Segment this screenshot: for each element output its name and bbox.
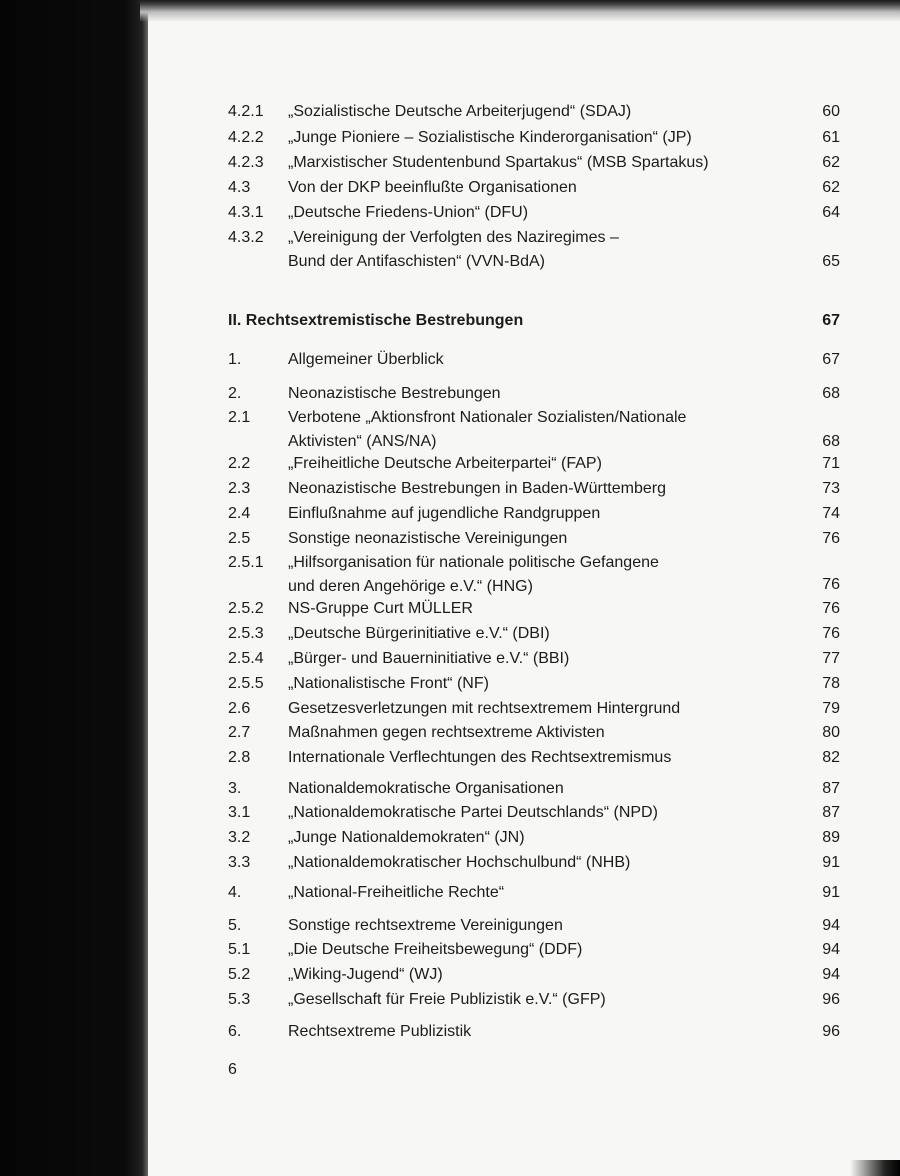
toc-entry-number: 4.3.2: [228, 229, 264, 246]
toc-entry-title: Neonazistische Bestrebungen in Baden-Württemberg: [288, 480, 666, 497]
toc-entry-number: 2.1: [228, 409, 251, 426]
toc-entry-title: „Bürger- und Bauerninitiative e.V.“ (BBI): [288, 650, 570, 667]
toc-entry-page: 87: [822, 780, 840, 797]
toc-entry-number: 2.3: [228, 480, 251, 497]
toc-entry-page: 94: [822, 917, 840, 934]
toc-entry-page: 94: [822, 966, 840, 983]
toc-entry-page: 62: [822, 179, 840, 196]
toc-entry-title-line2: und deren Angehörige e.V.“ (HNG): [288, 578, 533, 595]
toc-entry: [228, 226, 840, 274]
toc-entry-page: 78: [822, 675, 840, 692]
toc-entry-page: 77: [822, 650, 840, 667]
toc-entry-page: 89: [822, 829, 840, 846]
toc-entry-title: „Gesellschaft für Freie Publizistik e.V.“ (GFP): [288, 991, 606, 1008]
toc-entry-page: 65: [822, 253, 840, 270]
toc-entry-title: Neonazistische Bestrebungen: [288, 385, 501, 402]
toc-entry-title: „National-Freiheitliche Rechte“: [288, 884, 505, 901]
page-number: 6: [228, 1061, 237, 1078]
toc-entry-number: 2.7: [228, 724, 251, 741]
toc-entry-page: 67: [822, 351, 840, 368]
toc-entry-number: 2.5: [228, 530, 251, 547]
toc-entry-page: 68: [822, 433, 840, 450]
toc-entry-title: „Junge Pioniere – Sozialistische Kinderorganisation“ (JP): [288, 129, 692, 146]
toc-entry-title-line2: Bund der Antifaschisten“ (VVN-BdA): [288, 253, 546, 270]
toc-entry-title: „Marxistischer Studentenbund Spartakus“ (MSB Spartakus): [288, 154, 709, 171]
toc-entry-title: „Deutsche Bürgerinitiative e.V.“ (DBI): [288, 625, 550, 642]
toc-entry-number: 4.: [228, 884, 242, 901]
toc-entry-page: 91: [822, 884, 840, 901]
toc-entry-page: 62: [822, 154, 840, 171]
toc-entry-title-line2: Aktivisten“ (ANS/NA): [288, 433, 437, 450]
toc-entry-title: Allgemeiner Überblick: [288, 351, 444, 368]
toc-entry-page: 76: [822, 530, 840, 547]
toc-entry-title-line1: „Vereinigung der Verfolgten des Naziregimes –: [288, 229, 619, 246]
toc-entry-page: 71: [822, 455, 840, 472]
toc-entry-page: 80: [822, 724, 840, 741]
toc-entry-title: „Nationaldemokratische Partei Deutschlands“ (NPD): [288, 804, 658, 821]
toc-entry-page: 76: [822, 625, 840, 642]
toc-entry-number: 2.5.3: [228, 625, 264, 642]
toc-entry-title-line1: „Hilfsorganisation für nationale politische Gefangene: [288, 554, 659, 571]
toc-entry-number: 5.3: [228, 991, 251, 1008]
toc-entry-title: [288, 406, 788, 454]
toc-entry-title-line1: Verbotene „Aktionsfront Nationaler Sozialisten/Nationale: [288, 409, 687, 426]
toc-entry-number: 3.2: [228, 829, 251, 846]
toc-entry-page: 60: [822, 103, 840, 120]
toc-entry-title: „Die Deutsche Freiheitsbewegung“ (DDF): [288, 941, 583, 958]
toc-entry-number: 2.5.2: [228, 600, 264, 617]
toc-entry-number: 3.1: [228, 804, 251, 821]
toc-entry-number: 2.5.4: [228, 650, 264, 667]
toc-entry-page: 96: [822, 991, 840, 1008]
toc-entry-page: 76: [822, 576, 840, 593]
toc-entry-number: 2.8: [228, 749, 251, 766]
toc-entry-title: „Deutsche Friedens-Union“ (DFU): [288, 204, 529, 221]
toc-entry-title: „Nationaldemokratischer Hochschulbund“ (NHB): [288, 854, 631, 871]
toc-entry-title: Von der DKP beeinflußte Organisationen: [288, 179, 577, 196]
toc-entry-title: „Junge Nationaldemokraten“ (JN): [288, 829, 525, 846]
toc-entry-number: 2.5.1: [228, 554, 264, 571]
toc-entry-page: 91: [822, 854, 840, 871]
toc-entry-page: 76: [822, 600, 840, 617]
toc-entry-number: 4.2.1: [228, 103, 264, 120]
toc-entry-page: 64: [822, 204, 840, 221]
toc-entry-number: 4.3: [228, 179, 251, 196]
toc-entry-page: 74: [822, 505, 840, 522]
toc-entry-number: 2.5.5: [228, 675, 264, 692]
toc-entry-page: 94: [822, 941, 840, 958]
toc-entry-page: 73: [822, 480, 840, 497]
toc-entry-page: 79: [822, 700, 840, 717]
toc-entry-number: 3.: [228, 780, 242, 797]
toc-entry-number: 5.: [228, 917, 242, 934]
toc-entry-title: Sonstige neonazistische Vereinigungen: [288, 530, 568, 547]
toc-entry-title: Nationaldemokratische Organisationen: [288, 780, 564, 797]
toc-entry-title: Rechtsextreme Publizistik: [288, 1023, 472, 1040]
toc-entry-title: Internationale Verflechtungen des Rechtsextremismus: [288, 749, 672, 766]
toc-entry-title: Sonstige rechtsextreme Vereinigungen: [288, 917, 563, 934]
toc-entry-title: „Sozialistische Deutsche Arbeiterjugend“ (SDAJ): [288, 103, 632, 120]
toc-entry-page: 61: [822, 129, 840, 146]
toc-entry-title: Gesetzesverletzungen mit rechtsextremem Hintergrund: [288, 700, 681, 717]
toc-entry: [228, 406, 840, 454]
toc-entry-number: 2.2: [228, 455, 251, 472]
toc-entry-number: 3.3: [228, 854, 251, 871]
toc-entry-number: 5.1: [228, 941, 251, 958]
toc-entry-title: [288, 226, 788, 274]
section-heading-page: 67: [822, 312, 840, 329]
toc-entry-title: Einflußnahme auf jugendliche Randgruppen: [288, 505, 601, 522]
toc-entry-title: [288, 551, 788, 599]
toc-entry-page: 96: [822, 1023, 840, 1040]
toc-entry-title: NS-Gruppe Curt MÜLLER: [288, 600, 473, 617]
toc-entry-number: 1.: [228, 351, 242, 368]
toc-entry-page: 68: [822, 385, 840, 402]
toc-entry-number: 2.6: [228, 700, 251, 717]
toc-entry-page: 87: [822, 804, 840, 821]
toc-entry-title: „Freiheitliche Deutsche Arbeiterpartei“ (FAP): [288, 455, 602, 472]
toc-entry-title: „Nationalistische Front“ (NF): [288, 675, 489, 692]
toc-entry-title: Maßnahmen gegen rechtsextreme Aktivisten: [288, 724, 605, 741]
toc-entry-page: 82: [822, 749, 840, 766]
toc-entry-number: 5.2: [228, 966, 251, 983]
toc-entry-number: 2.: [228, 385, 242, 402]
toc-entry: [228, 551, 840, 599]
toc-entry-number: 4.2.3: [228, 154, 264, 171]
toc-entry-title: „Wiking-Jugend“ (WJ): [288, 966, 443, 983]
toc-entry-number: 2.4: [228, 505, 251, 522]
toc-entry-number: 4.3.1: [228, 204, 264, 221]
toc-entry-number: 4.2.2: [228, 129, 264, 146]
toc-entry-number: 6.: [228, 1023, 242, 1040]
section-heading-title: II. Rechtsextremistische Bestrebungen: [228, 312, 524, 329]
